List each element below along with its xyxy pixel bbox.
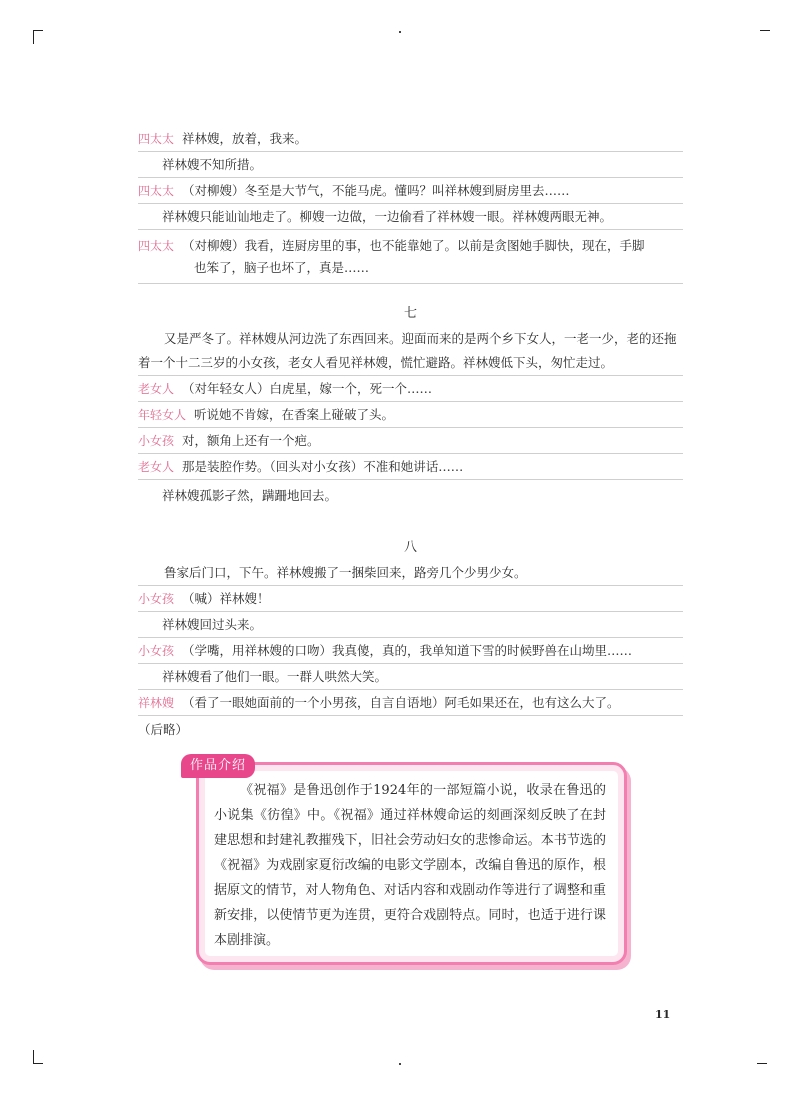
- stage-text: 祥林嫂看了他们一眼。一群人哄然大笑。: [162, 669, 388, 684]
- dialogue-line: [138, 178, 683, 204]
- dialogue-line: [138, 376, 683, 402]
- stage-direction: [138, 152, 683, 178]
- section-8-dialogue: [138, 586, 683, 716]
- dialogue-text: （对年轻女人）白虎星，嫁一个，死一个……: [182, 381, 433, 396]
- dialogue-line: [138, 586, 683, 612]
- speaker-label: 四太太: [138, 239, 175, 253]
- dialogue-line: [138, 454, 683, 480]
- stage-direction: [138, 204, 683, 230]
- script-content: [138, 126, 683, 738]
- stage-text: 祥林嫂只能讪讪地走了。柳嫂一边做，一边偷看了祥林嫂一眼。祥林嫂两眼无神。: [162, 209, 613, 224]
- dialogue-continuation: 也笨了，脑子也坏了，真是……: [194, 260, 370, 275]
- dialogue-text: （对柳嫂）冬至是大节气，不能马虎。懂吗？叫祥林嫂到厨房里去……: [182, 183, 570, 198]
- dialogue-line: [138, 126, 683, 152]
- intro-box-label: 作品介绍: [181, 754, 255, 778]
- crop-mark-top-right: [760, 30, 770, 31]
- section-number: 七: [403, 306, 417, 321]
- dialogue-text: 对，额角上还有一个疤。: [182, 433, 320, 448]
- stage-text: 祥林嫂回过头来。: [162, 617, 263, 632]
- stage-direction: [138, 480, 683, 508]
- dialogue-line: [138, 428, 683, 454]
- crop-mark-bottom-right: [757, 1063, 767, 1064]
- dialogue-text: （对柳嫂）我看，连厨房里的事，也不能靠她了。以前是贪图她手脚快，现在，手脚: [182, 238, 645, 253]
- speaker-label: 四太太: [138, 132, 175, 146]
- dialogue-text: （学嘴，用祥林嫂的口吻）我真傻，真的，我单知道下雪的时候野兽在山坳里……: [182, 643, 633, 658]
- omitted-note: （后略）: [138, 722, 189, 737]
- registration-dot-top: [399, 31, 401, 33]
- scene-description: 又是严冬了。祥林嫂从河边洗了东西回来。迎面而来的是两个乡下女人，一老一少，老的还拖着一个十二三岁的小女孩，老女人看见祥林嫂，慌忙避路。祥林嫂低下头，匆忙走过。: [138, 327, 683, 376]
- speaker-label: 老女人: [138, 382, 175, 396]
- crop-mark-top-left-h: [33, 30, 43, 31]
- stage-text: 祥林嫂孤影孑然，蹒跚地回去。: [162, 488, 338, 503]
- dialogue-text: （看了一眼她面前的一个小男孩，自言自语地）阿毛如果还在，也有这么大了。: [182, 695, 620, 710]
- section-7-dialogue: [138, 376, 683, 508]
- dialogue-line: [138, 638, 683, 664]
- crop-mark-bottom-left: [33, 1050, 34, 1064]
- speaker-label: 小女孩: [138, 592, 175, 606]
- section-number: 八: [403, 540, 417, 555]
- speaker-label: 祥林嫂: [138, 696, 175, 710]
- crop-mark-top-left: [33, 30, 34, 44]
- crop-mark-bottom-left-h: [33, 1063, 43, 1064]
- dialogue-line: [138, 230, 683, 284]
- section-6-dialogue: [138, 126, 683, 284]
- stage-direction: [138, 612, 683, 638]
- dialogue-text: 祥林嫂，放着，我来。: [182, 131, 308, 146]
- page-number: 11: [655, 1008, 671, 1021]
- intro-box-text: 《祝福》是鲁迅创作于1924年的一部短篇小说，收录在鲁迅的小说集《彷徨》中。《祝福》通过祥林嫂命运的刻画深刻反映了在封建思想和封建礼教摧残下，旧社会劳动妇女的悲惨命运。本书节选的《祝福》为戏剧家夏衍改编的电影文学剧本，改编自鲁迅的原作，根据原文的情节，对人物角色、对话内容和戏剧动作等进行了调整和重新安排，以使情节更为连贯，更符合戏剧特点。同时，也适于进行课本剧排演。: [214, 783, 606, 948]
- dialogue-line: [138, 402, 683, 428]
- dialogue-text: 那是装腔作势。（回头对小女孩）不准和她讲话……: [182, 459, 464, 474]
- dialogue-line: [138, 690, 683, 716]
- speaker-label: 小女孩: [138, 434, 175, 448]
- speaker-label: 小女孩: [138, 644, 175, 658]
- registration-dot-bottom: [399, 1063, 401, 1065]
- scene-description: 鲁家后门口，下午。祥林嫂搬了一捆柴回来，路旁几个少男少女。: [138, 561, 683, 586]
- dialogue-text: 听说她不肯嫁，在香案上碰破了头。: [194, 407, 395, 422]
- stage-direction: [138, 664, 683, 690]
- stage-text: 祥林嫂不知所措。: [162, 157, 263, 172]
- speaker-label: 四太太: [138, 184, 175, 198]
- speaker-label: 老女人: [138, 460, 175, 474]
- dialogue-text: （喊）祥林嫂！: [182, 591, 270, 606]
- speaker-label: 年轻女人: [138, 408, 187, 422]
